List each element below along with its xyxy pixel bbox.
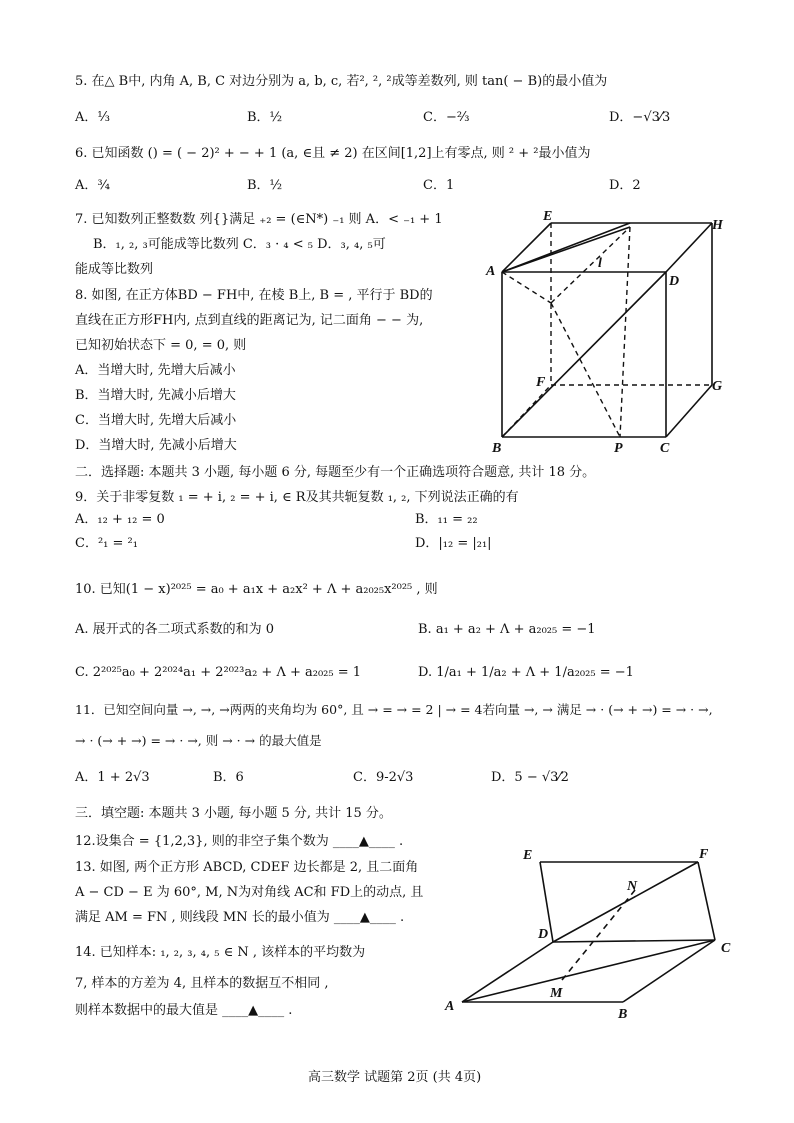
q8-line2: 直线在正方形FH内, 点到直线的距离记为, 记二面角 − − 为, xyxy=(75,313,424,328)
fig2-label-f: F xyxy=(699,847,709,862)
q5-option-c: C．−²⁄₃ xyxy=(423,110,470,125)
q8-line1: 8. 如图, 在正方体BD − FH中, 在棱 B上, B = , 平行于 BD的 xyxy=(75,288,433,303)
cube-label-p: P xyxy=(614,441,623,456)
cube-figure xyxy=(480,205,740,460)
q10-option-b: B. a₁ + a₂ + Λ + a₂₀₂₅ = −1 xyxy=(418,622,596,637)
q8-option-b: B．当增大时, 先减小后增大 xyxy=(75,388,236,403)
cube-label-h: H xyxy=(712,218,723,233)
cube-label-d: D xyxy=(669,274,680,289)
q9-option-a: A．₁₂ + ₁₂ = 0 xyxy=(75,512,165,527)
q14-line1: 14. 已知样本: ₁, ₂, ₃, ₄, ₅ ∈ N , 该样本的平均数为 xyxy=(75,945,366,960)
cube-label-e: E xyxy=(543,209,553,224)
q13-line2: A − CD − E 为 60°, M, N为对角线 AC和 FD上的动点, 且 xyxy=(75,885,424,900)
q5-option-d: D．−√3⁄3 xyxy=(609,110,671,125)
cube-label-l: l xyxy=(598,256,602,271)
q14-line3: 则样本数据中的最大值是 ____▲____ . xyxy=(75,1003,293,1018)
q12: 12.设集合 = {1,2,3}, 则的非空子集个数为 ____▲____ . xyxy=(75,834,404,849)
q10-stem: 10. 已知(1 − x)²⁰²⁵ = a₀ + a₁x + a₂x² + Λ + a₂₀₂₅x²⁰²⁵ , 则 xyxy=(75,582,438,597)
cube-label-b: B xyxy=(492,441,502,456)
cube-label-f: F xyxy=(536,375,546,390)
q11-line1: 11．已知空间向量 →, →, →两两的夹角均为 60°, 且 → = → = 2 | → = 4若向量 →, → 满足 → · (→ + →) = → · →, xyxy=(75,702,713,717)
q7-line1: 7. 已知数列正整数数 列{}满足 ₊₂ = (∈N*) ₋₁ 则 A．< ₋₁ + 1 xyxy=(75,212,443,227)
q8-option-a: A．当增大时, 先增大后减小 xyxy=(75,363,236,378)
fig2-label-d: D xyxy=(538,927,549,942)
q6-option-c: C．1 xyxy=(423,178,455,193)
q11-line2: → · (→ + →) = → · →, 则 → · → 的最大值是 xyxy=(75,733,322,748)
section2-heading: 二．选择题: 本题共 3 小题, 每小题 6 分, 每题至少有一个正确选项符合题意, 共计 18 分。 xyxy=(75,465,596,480)
fig2-label-e: E xyxy=(523,848,533,863)
q10-option-c: C. 2²⁰²⁵a₀ + 2²⁰²⁴a₁ + 2²⁰²³a₂ + Λ + a₂₀₂₅ = 1 xyxy=(75,665,362,680)
q13-line3: 满足 AM = FN , 则线段 MN 长的最小值为 ____▲____ . xyxy=(75,910,405,925)
cube-label-g: G xyxy=(712,379,723,394)
q11-option-b: B．6 xyxy=(213,770,244,785)
q14-line2: 7, 样本的方差为 4, 且样本的数据互不相同 , xyxy=(75,976,329,991)
q9-option-d: D．|₁₂ = |₂₁| xyxy=(415,536,492,551)
fig2-label-m: M xyxy=(550,986,563,1001)
fig2-label-c: C xyxy=(721,941,731,956)
q8-option-c: C．当增大时, 先增大后减小 xyxy=(75,413,237,428)
fig2-label-a: A xyxy=(445,999,455,1014)
q6-option-d: D．2 xyxy=(609,178,641,193)
q9-option-c: C．²₁ = ²₁ xyxy=(75,536,138,551)
q13-line1: 13. 如图, 两个正方形 ABCD, CDEF 边长都是 2, 且二面角 xyxy=(75,860,419,875)
fig2-label-b: B xyxy=(618,1007,628,1022)
q11-option-c: C．9-2√3 xyxy=(353,770,414,785)
q5-stem: 5. 在△ B中, 内角 A, B, C 对边分别为 a, b, c, 若², ², ²成等差数列, 则 tan( − B)的最小值为 xyxy=(75,74,608,89)
q7-line3: 能成等比数列 xyxy=(75,262,154,277)
cube-label-c: C xyxy=(660,441,670,456)
page-footer: 高三数学 试题第 2页 (共 4页) xyxy=(308,1070,482,1085)
q6-option-a: A．¾ xyxy=(75,178,110,193)
cube-label-a: A xyxy=(486,264,496,279)
q10-option-d: D. 1/a₁ + 1/a₂ + Λ + 1/a₂₀₂₅ = −1 xyxy=(418,665,634,680)
q7-line2: B．₁, ₂, ₃可能成等比数列 C．₃ · ₄ < ₅ D．₃, ₄, ₅可 xyxy=(93,237,386,252)
q8-line3: 已知初始状态下 = 0, = 0, 则 xyxy=(75,338,247,353)
squares-figure xyxy=(440,840,750,1030)
q8-option-d: D．当增大时, 先减小后增大 xyxy=(75,438,237,453)
q11-option-a: A．1 + 2√3 xyxy=(75,770,150,785)
q11-option-d: D．5 − √3⁄2 xyxy=(491,770,569,785)
q5-option-b: B．½ xyxy=(247,110,283,125)
q6-stem: 6. 已知函数 () = ( − 2)² + − + 1 (a, ∈且 ≠ 2) 在区间[1,2]上有零点, 则 ² + ²最小值为 xyxy=(75,146,591,161)
q5-option-a: A．⅓ xyxy=(75,110,110,125)
q9-stem: 9．关于非零复数 ₁ = + i, ₂ = + i, ∈ R及其共轭复数 ₁, ₂, 下列说法正确的有 xyxy=(75,490,519,505)
section3-heading: 三．填空题: 本题共 3 小题, 每小题 5 分, 共计 15 分。 xyxy=(75,806,392,821)
fig2-label-n: N xyxy=(627,879,638,894)
q9-option-b: B．₁₁ = ₂₂ xyxy=(415,512,478,527)
q10-option-a: A. 展开式的各二项式系数的和为 0 xyxy=(75,622,275,637)
q6-option-b: B．½ xyxy=(247,178,283,193)
